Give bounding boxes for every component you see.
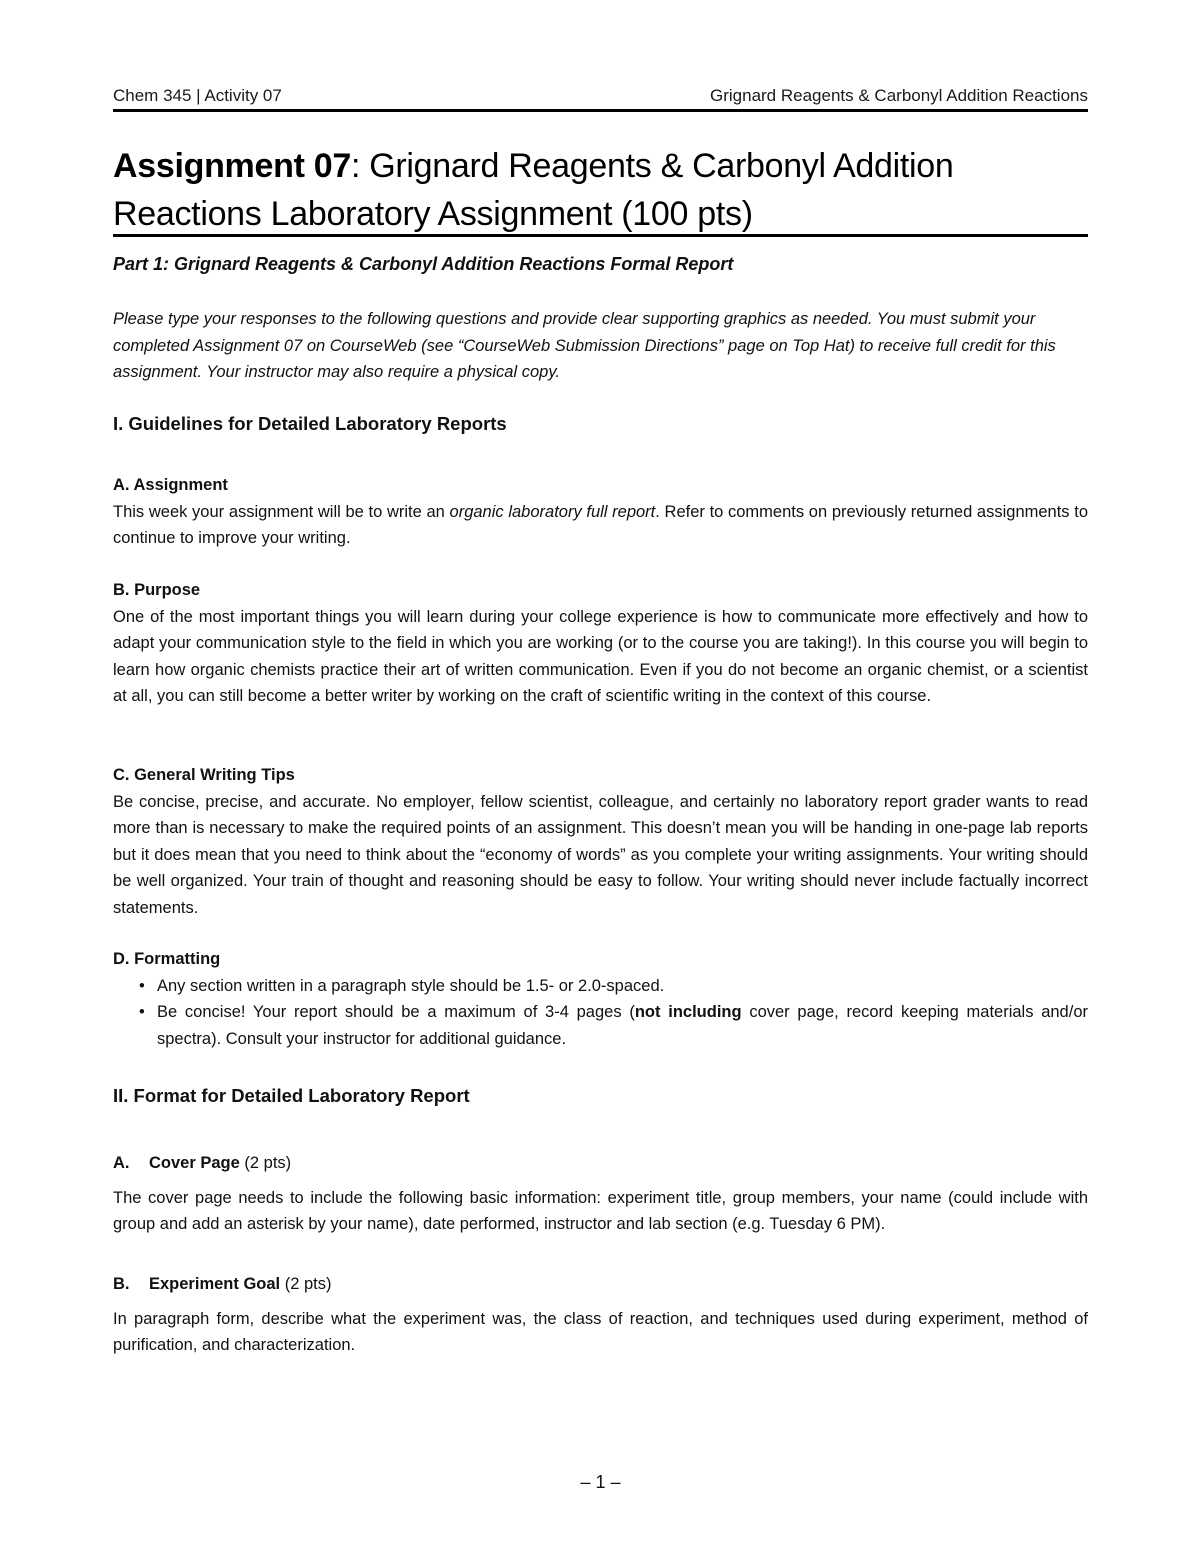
page-header (113, 86, 1088, 106)
section1-a-title: A. Assignment (113, 476, 228, 494)
title-rule (113, 234, 1088, 237)
section1-b-title: B. Purpose (113, 581, 201, 599)
section2-heading: II. Format for Detailed Laboratory Report (113, 1085, 470, 1106)
section1-b (113, 577, 1088, 710)
section2-b-text: In paragraph form, describe what the experiment was, the class of reaction, and techniques used during experiment, method of purification, and characterization. (113, 1309, 1088, 1354)
section1-a-text: This week your assignment will be to write an organic laboratory full report. Refer to comments on previously returned assignments to continue to improve your writing. (113, 502, 1089, 547)
bullet-icon: • (139, 1003, 145, 1021)
section1-c (113, 762, 1088, 921)
header-rule (113, 109, 1088, 112)
section2-b-title: B. Experiment Goal (2 pts) (113, 1275, 332, 1293)
page-title (113, 142, 1088, 238)
section1-c-title: C. General Writing Tips (113, 766, 295, 784)
header-left: Chem 345 | Activity 07 (113, 86, 282, 105)
page-number: – 1 – (580, 1472, 621, 1492)
emphasis-text: organic laboratory full report (449, 502, 656, 521)
instructions-paragraph: Please type your responses to the following questions and provide clear supporting graphics as needed. You must submit your completed Assignment 07 on CourseWeb (see “CourseWeb Submission Directions” page on Top Hat) to receive full credit for this assignment. Your instructor may also require a physical copy. (113, 310, 1056, 381)
formatting-list (113, 973, 1088, 1053)
section2-a (113, 1150, 1088, 1238)
section1-c-text: Be concise, precise, and accurate. No employer, fellow scientist, colleague, and certainly no laboratory report grader wants to read more than is necessary to make the required points of an assignment. This doesn’t mean you will be handing in one-page lab reports but it does mean that you need to think about the “economy of words” as you complete your writing assignments. Your writing should be well organized. Your train of thought and reasoning should be easy to follow. Your writing should never include factually incorrect statements. (113, 792, 1088, 917)
section1-heading: I. Guidelines for Detailed Laboratory Reports (113, 413, 507, 434)
bullet-icon: • (139, 976, 145, 995)
section1-b-text: One of the most important things you will learn during your college experience is how to communicate more effectively and how to adapt your communication style to the field in which you are working (or to the course you are taking!). In this course you will begin to learn how organic chemists practice their art of written communication. Even if you do not become an organic chemist, or a scientist at all, you can still become a better writer by working on the craft of scientific writing in the context of this course. (113, 607, 1088, 705)
section1-a (113, 472, 1088, 552)
header-right: Grignard Reagents & Carbonyl Addition Reactions (710, 86, 1088, 105)
title-bold: Assignment 07 (113, 147, 351, 185)
section2-a-text: The cover page needs to include the following basic information: experiment title, group members, your name (could include with group and add an asterisk by your name), date performed, instructor and lab section (e.g. Tuesday 6 PM). (113, 1188, 1088, 1233)
list-item: • Be concise! Your report should be a maximum of 3-4 pages (not including cover page, record keeping materials and/or spectra). Consult your instructor for additional guidance. (113, 999, 1088, 1052)
list-item: • Any section written in a paragraph style should be 1.5- or 2.0-spaced. (113, 973, 1088, 1000)
section1-d-title: D. Formatting (113, 950, 221, 968)
section2-b (113, 1271, 1088, 1359)
part1-heading: Part 1: Grignard Reagents & Carbonyl Addition Reactions Formal Report (113, 254, 734, 274)
section1-d (113, 946, 1088, 1052)
title-rest: : Grignard Reagents & Carbonyl Addition Reactions Laboratory Assignment (100 pts) (113, 147, 954, 233)
section2-a-title: A. Cover Page (2 pts) (113, 1154, 292, 1172)
